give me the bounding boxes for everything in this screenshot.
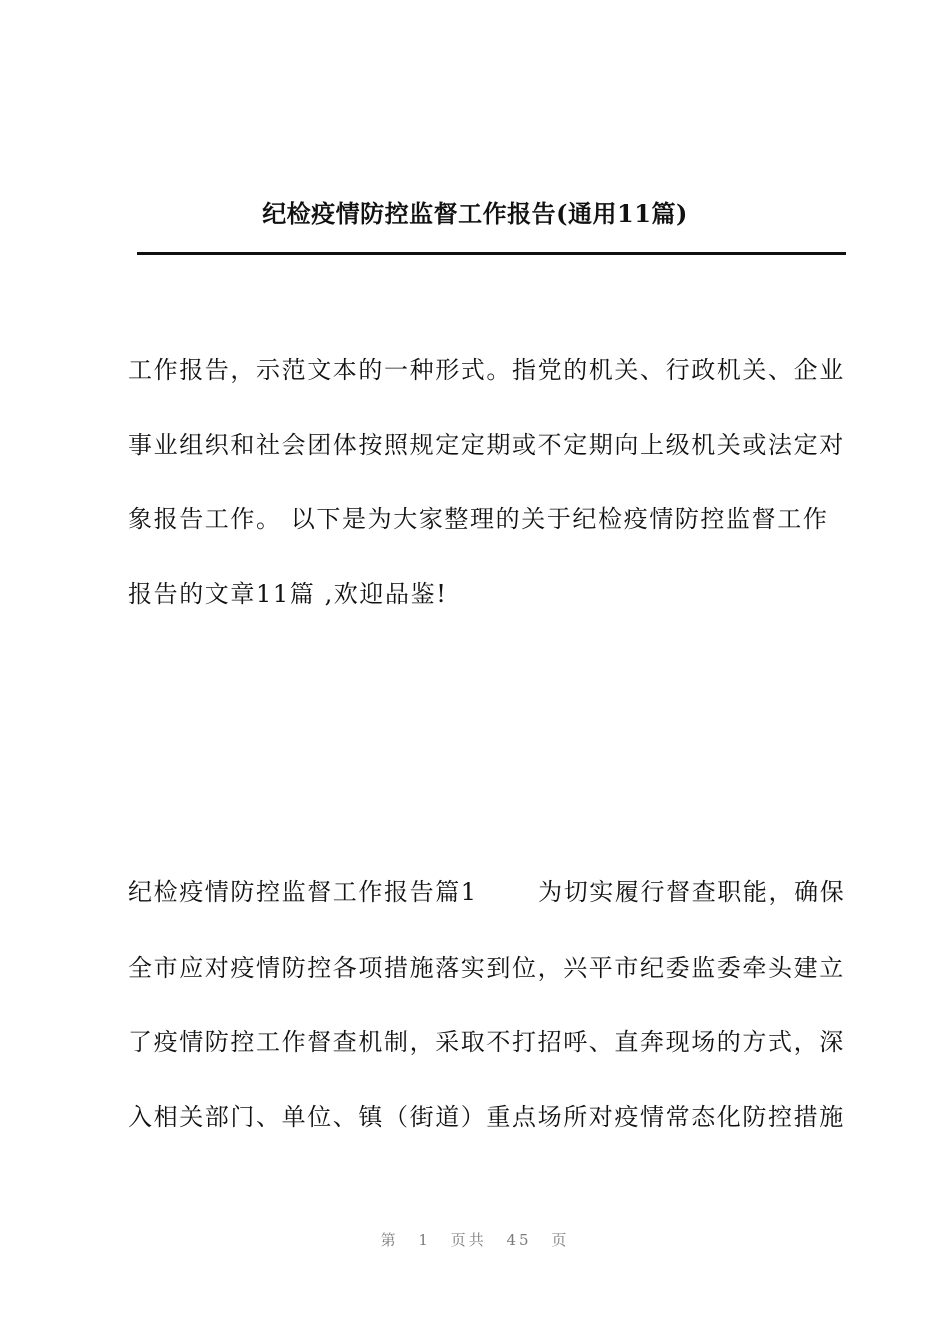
intro-line-1: 工作报告，示范文本的一种形式。指党的机关、行政机关、企业 — [128, 356, 845, 384]
document-title: 纪检疫情防控监督工作报告(通用11篇) — [262, 199, 688, 228]
section-1-line-3: 了疫情防控工作督查机制，采取不打招呼、直奔现场的方式，深 — [128, 1028, 845, 1056]
section-1-line-4: 入相关部门、单位、镇（街道）重点场所对疫情常态化防控措施 — [128, 1103, 845, 1131]
page-number-footer: 第 1 页共 45 页 — [380, 1231, 570, 1249]
section-1-line-2: 全市应对疫情防控各项措施落实到位，兴平市纪委监委牵头建立 — [128, 954, 845, 982]
intro-line-2: 事业组织和社会团体按照规定定期或不定期向上级机关或法定对 — [128, 431, 845, 459]
intro-line-4: 报告的文章11篇 ,欢迎品鉴! — [128, 580, 448, 608]
intro-line-3: 象报告工作。 以下是为大家整理的关于纪检疫情防控监督工作 — [128, 505, 829, 533]
section-1-line-1: 纪检疫情防控监督工作报告篇1 为切实履行督查职能，确保 — [128, 878, 846, 906]
title-underline — [137, 252, 846, 255]
